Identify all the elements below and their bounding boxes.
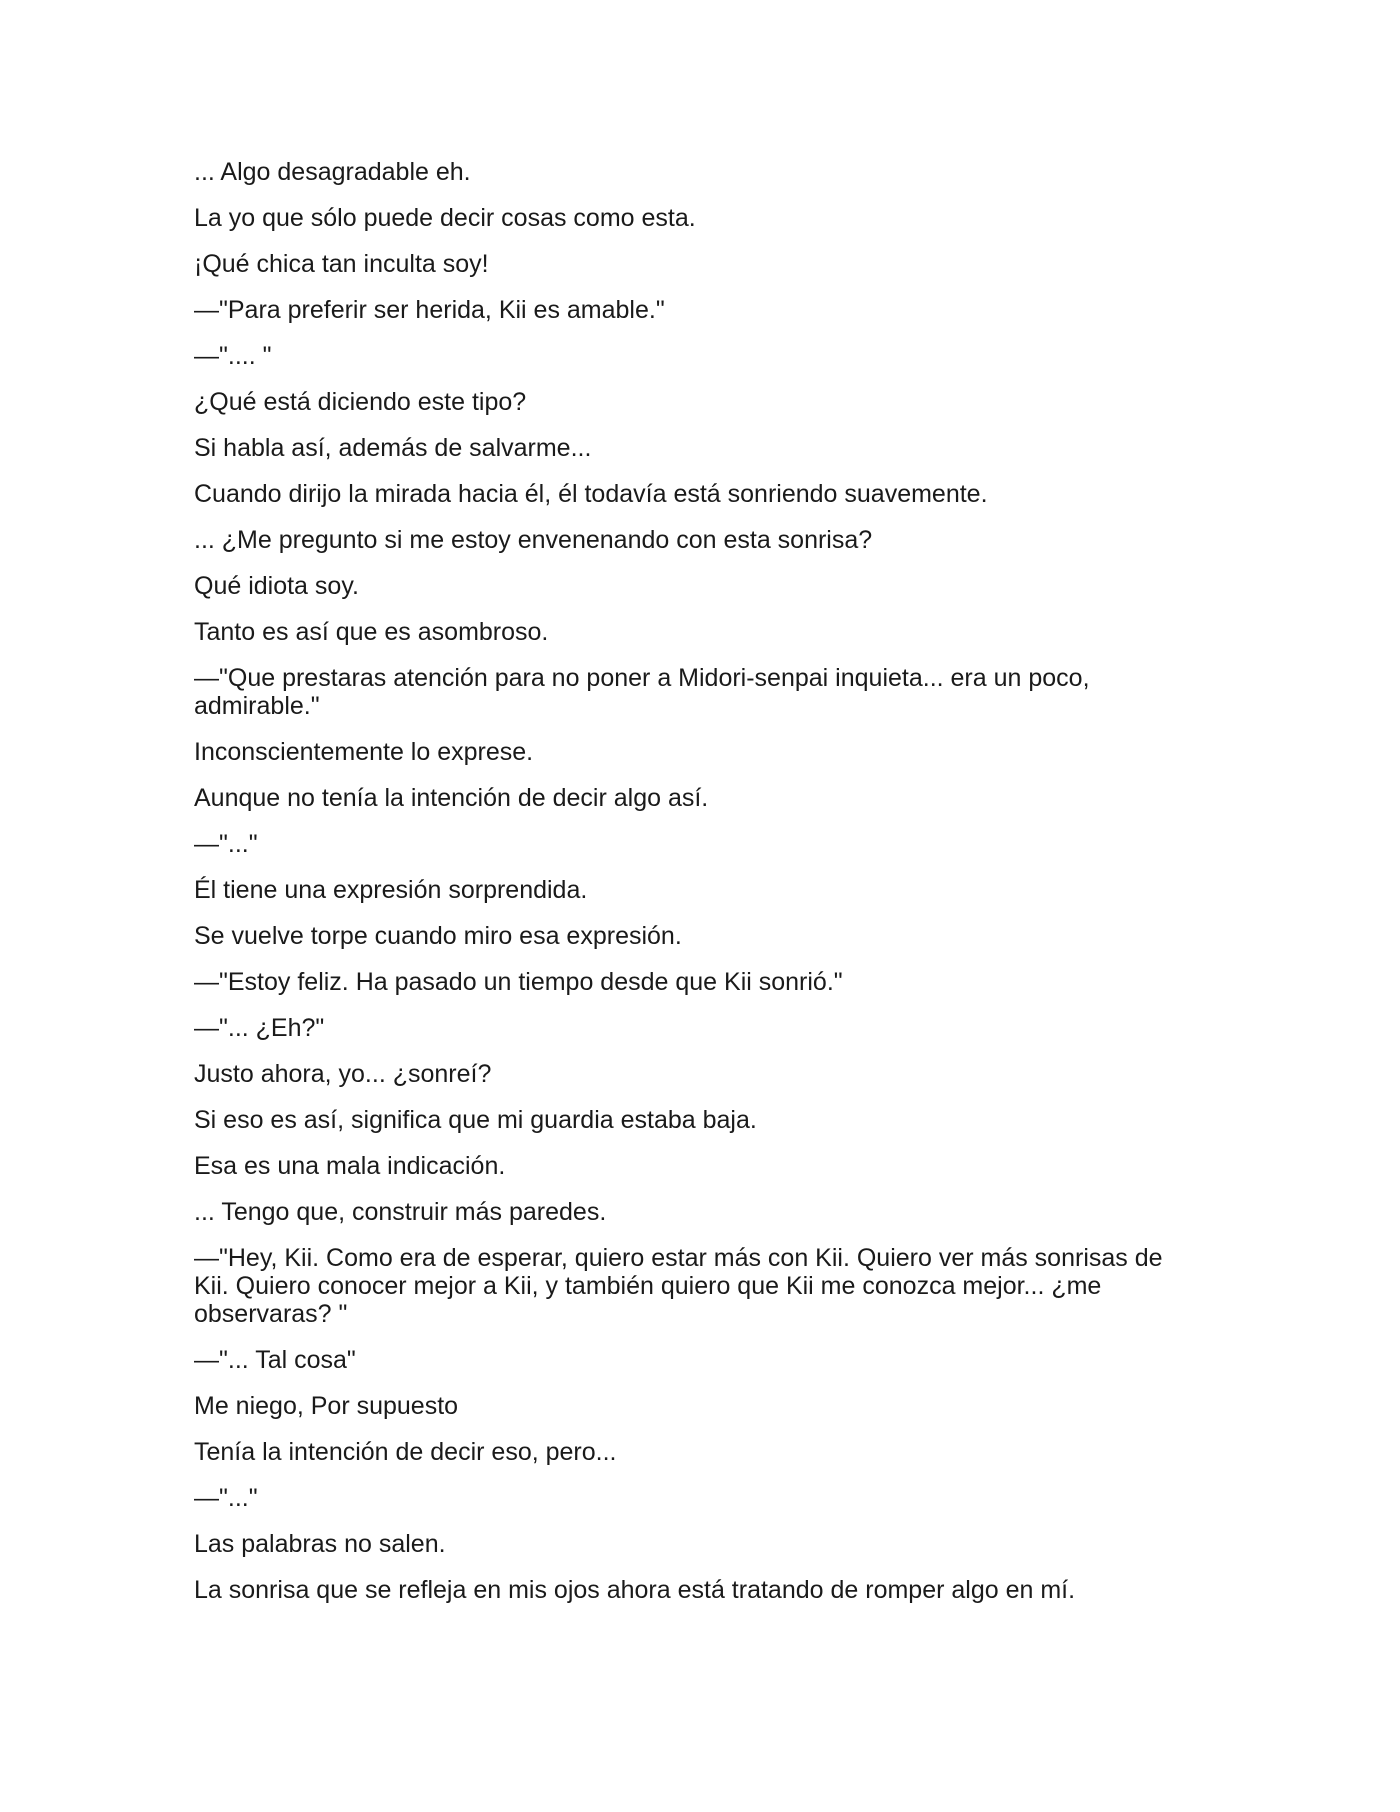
paragraph: —"Que prestaras atención para no poner a Midori-senpai inquieta... era un poco, admirable." [194,664,1090,720]
paragraph: La sonrisa que se refleja en mis ojos ahora está tratando de romper algo en mí. [194,1576,1076,1604]
paragraph: ¿Qué está diciendo este tipo? [194,388,527,416]
paragraph: Él tiene una expresión sorprendida. [194,876,588,904]
paragraph: Qué idiota soy. [194,572,359,600]
paragraph: ... ¿Me pregunto si me estoy envenenando con esta sonrisa? [194,526,873,554]
paragraph: Se vuelve torpe cuando miro esa expresión. [194,922,682,950]
paragraph: ¡Qué chica tan inculta soy! [194,250,489,278]
paragraph: Las palabras no salen. [194,1530,446,1558]
paragraph: Tanto es así que es asombroso. [194,618,549,646]
paragraph: —"... ¿Eh?" [194,1014,325,1042]
paragraph: Tenía la intención de decir eso, pero... [194,1438,617,1466]
paragraph: La yo que sólo puede decir cosas como esta. [194,204,696,232]
paragraph: ... Tengo que, construir más paredes. [194,1198,607,1226]
paragraph: Esa es una mala indicación. [194,1152,506,1180]
paragraph: —"..." [194,1484,258,1512]
paragraph: —".... " [194,342,272,370]
paragraph: Aunque no tenía la intención de decir algo así. [194,784,709,812]
paragraph: ... Algo desagradable eh. [194,158,471,186]
paragraph: —"... Tal cosa" [194,1346,356,1374]
paragraph: Si habla así, además de salvarme... [194,434,592,462]
paragraph: —"Para preferir ser herida, Kii es amable." [194,296,665,324]
paragraph: Inconscientemente lo exprese. [194,738,534,766]
paragraph: Cuando dirijo la mirada hacia él, él todavía está sonriendo suavemente. [194,480,988,508]
paragraph: —"Estoy feliz. Ha pasado un tiempo desde que Kii sonrió." [194,968,843,996]
paragraph: Justo ahora, yo... ¿sonreí? [194,1060,492,1088]
paragraph: Me niego, Por supuesto [194,1392,459,1420]
text-body [194,158,1204,1622]
paragraph: Si eso es así, significa que mi guardia estaba baja. [194,1106,757,1134]
paragraph: —"Hey, Kii. Como era de esperar, quiero estar más con Kii. Quiero ver más sonrisas de Kii. Quiero conocer mejor a Kii, y también quiero que Kii me conozca mejor... ¿me observaras? " [194,1244,1163,1328]
paragraph: —"..." [194,830,258,858]
